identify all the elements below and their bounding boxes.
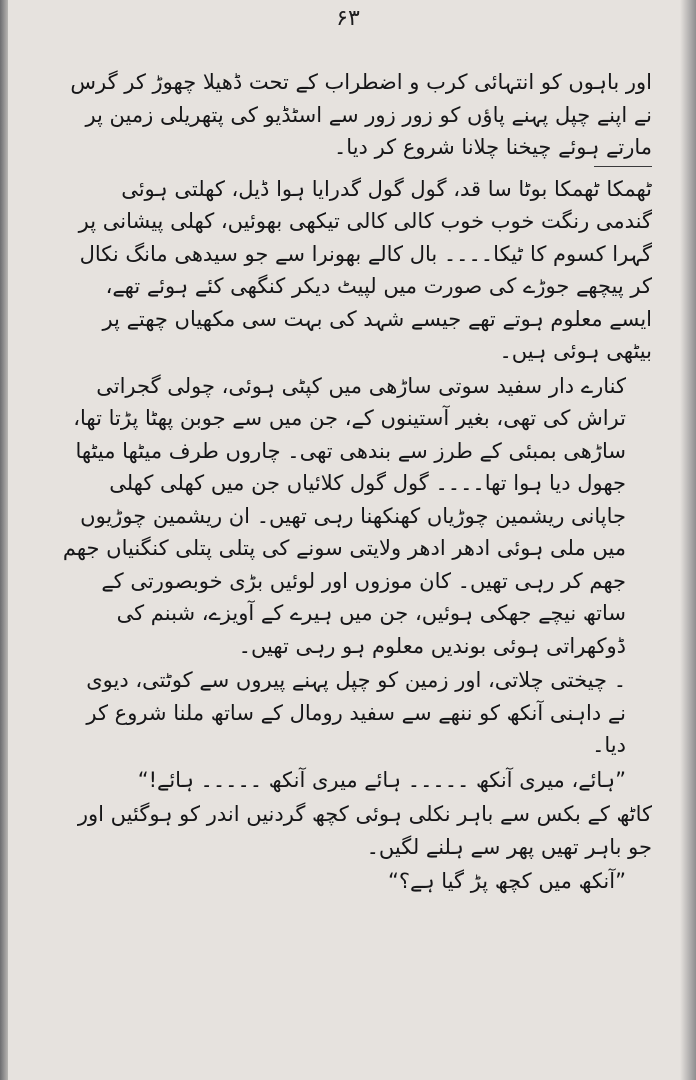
paragraph-separator [594,166,652,167]
page-left-edge [0,0,8,1080]
paragraph-2: ٹھمکا ٹھمکا بوٹا سا قد، گول گول گدرایا ہوا ڈیل، کھلتی ہوئی گندمی رنگت خوب خوب کالی کالی تیکھی بھوئیں، کھلی پیشانی پر گہرا کسوم کا ٹیکا۔۔۔۔ بال کالے بھونرا سے جو سیدھی مانگ نکال کر پیچھے جوڑے کی صورت میں لپیٹ دیکر کنگھی کئے ہوئے تھے، ایسے معلوم ہوتے تھے جیسے شہد کی بہت سی مکھیاں چھتے پر بیٹھی ہوئی ہیں۔ [78,176,652,363]
body-text [62,66,652,900]
page-number: ۶۳ [336,6,360,31]
dialogue-line-2: ”آنکھ میں کچھ پڑ گیا ہے؟“ [388,869,626,893]
dialogue-line-1: ”ہائے، میری آنکھ ۔۔۔۔۔ ہائے میری آنکھ ۔۔۔۔۔ ہائے!“ [137,767,626,792]
paragraph-4: ۔ چیختی چلاتی، اور زمین کو چپل پہنے پیروں سے کوٹتی، دیوی نے داہنی آنکھ کو ننھے سے سفید رومال کے ساتھ ملنا شروع کر دیا۔ [86,668,626,757]
paragraph-1: اور باہوں کو انتہائی کرب و اضطراب کے تحت ڈھیلا چھوڑ کر گرس نے اپنے چپل پہنے پاؤں کو زور زور سے اسٹڈیو کی پتھریلی زمین پر مارتے ہوئے چیخنا چلانا شروع کر دیا۔ [70,70,652,159]
paragraph-5: کاٹھ کے بکس سے باہر نکلی ہوئی کچھ گردنیں اندر کو ہوگئیں اور جو باہر تھیں پھر سے ہلنے لگیں۔ [77,802,652,859]
paragraph-3: کنارے دار سفید سوتی ساڑھی میں کپٹی ہوئی، چولی گجراتی تراش کی تھی، بغیر آستینوں کے، جن میں سے جوبن پھٹا پڑتا تھا، ساڑھی بمبئی کے طرز سے بندھی تھی۔ چاروں طرف میٹھا میٹھا جھول دیا ہوا تھا۔۔۔۔ گول گول کلائیاں جن میں کھلی کھلی جاپانی ریشمین چوڑیاں کھنکھنا رہی تھیں۔ ان ریشمین چوڑیوں میں ملی ہوئی ادھر ادھر ولایتی سونے کی پتلی پتلی کنگنیاں جھم جھم کر رہی تھیں۔ کان موزوں اور لوئیں بڑی خوبصورتی کے ساتھ نیچے جھکی ہوئیں، جن میں ہیرے کے آویزے، شبنم کی ڈوکھراتی ہوئی بوندیں معلوم ہو رہی تھیں۔ [62,373,626,658]
page-right-edge [680,0,696,1080]
